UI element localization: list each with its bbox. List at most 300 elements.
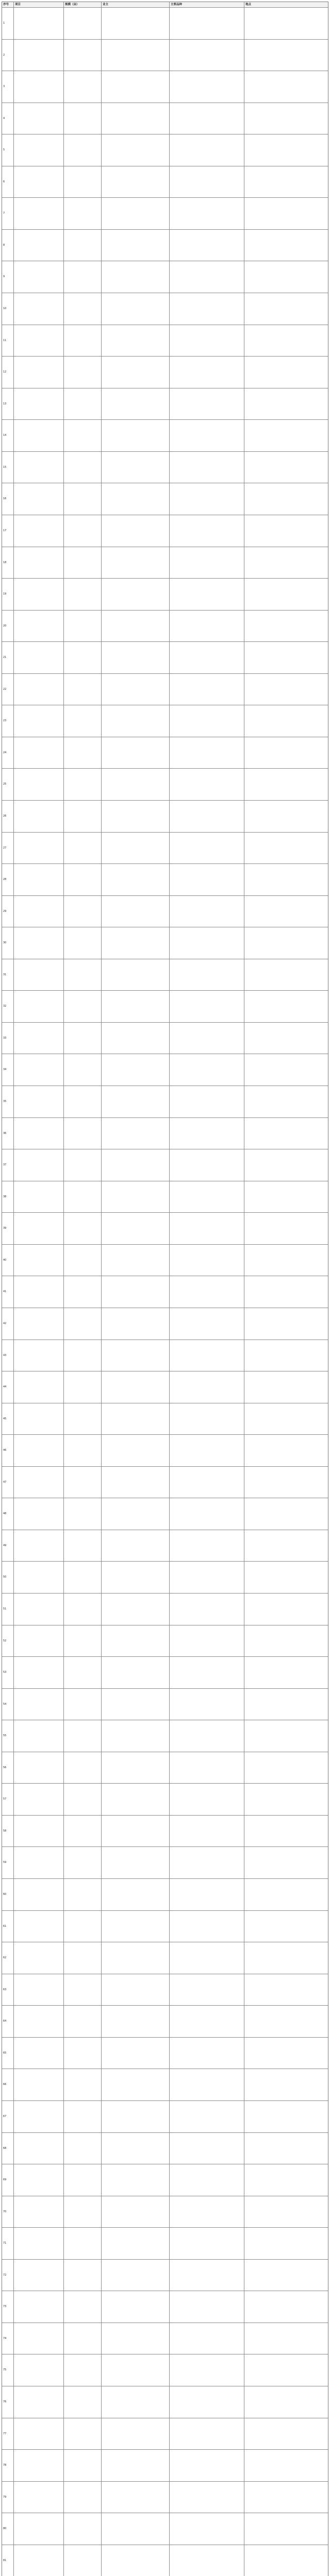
table-cell — [244, 1911, 328, 1942]
table-cell: 60 — [2, 1879, 14, 1910]
table-cell — [64, 2291, 102, 2323]
table-cell — [244, 547, 328, 579]
table-row — [2, 2196, 328, 2228]
table-cell — [64, 1371, 102, 1403]
column-header: 项目 — [14, 2, 64, 7]
table-cell — [64, 2069, 102, 2100]
table-row — [2, 1784, 328, 1816]
table-row — [2, 1213, 328, 1245]
table-cell — [244, 2291, 328, 2323]
table-row — [2, 2069, 328, 2101]
table-cell — [64, 1403, 102, 1435]
table-cell — [64, 134, 102, 166]
table-cell — [170, 2038, 244, 2069]
table-cell — [102, 2513, 170, 2545]
table-cell: 76 — [2, 2386, 14, 2418]
table-cell — [170, 1276, 244, 1308]
column-header: 地点 — [245, 3, 252, 6]
table-cell — [244, 2196, 328, 2228]
table-cell — [170, 40, 244, 71]
table-cell — [102, 1245, 170, 1276]
table-cell — [102, 2038, 170, 2069]
table-cell: 9 — [2, 261, 14, 293]
table-cell — [244, 642, 328, 673]
table-row — [2, 2386, 328, 2418]
table-cell — [64, 388, 102, 420]
table-cell — [244, 1752, 328, 1784]
table-cell — [170, 2354, 244, 2386]
table-cell — [244, 864, 328, 895]
table-cell — [64, 1847, 102, 1878]
table-cell — [64, 483, 102, 515]
table-cell — [64, 71, 102, 103]
table-cell — [170, 547, 244, 579]
table-cell — [170, 737, 244, 769]
table-cell — [14, 8, 64, 39]
column-header: 业主 — [102, 2, 170, 7]
table-row — [2, 1054, 328, 1086]
table-cell — [102, 420, 170, 451]
table-cell — [64, 2386, 102, 2418]
table-cell — [64, 1340, 102, 1371]
table-cell — [14, 833, 64, 864]
table-cell — [102, 2133, 170, 2164]
table-row — [2, 40, 328, 72]
table-cell — [244, 2354, 328, 2386]
table-cell — [64, 1879, 102, 1910]
table-cell — [64, 166, 102, 198]
table-cell — [102, 1974, 170, 2006]
table-row — [2, 1498, 328, 1530]
table-cell — [170, 833, 244, 864]
table-cell — [64, 1720, 102, 1752]
table-cell — [170, 2164, 244, 2196]
table-cell — [102, 674, 170, 705]
table-cell — [244, 2545, 328, 2576]
table-cell — [102, 2545, 170, 2576]
table-cell — [102, 769, 170, 800]
table-row — [2, 2006, 328, 2038]
table-cell — [14, 1879, 64, 1910]
table-cell: 72 — [2, 2260, 14, 2291]
table-cell — [170, 1435, 244, 1466]
table-cell — [14, 134, 64, 166]
table-cell — [64, 1086, 102, 1117]
table-cell — [170, 991, 244, 1022]
table-cell — [170, 2006, 244, 2037]
table-cell — [170, 1562, 244, 1593]
table-cell — [244, 2450, 328, 2481]
table-cell — [102, 1784, 170, 1815]
table-row — [2, 134, 328, 166]
table-cell — [14, 611, 64, 642]
table-cell — [14, 261, 64, 293]
table-row — [2, 2228, 328, 2260]
table-cell — [14, 2069, 64, 2100]
table-cell — [102, 2164, 170, 2196]
table-cell — [244, 2006, 328, 2037]
table-row — [2, 1245, 328, 1277]
table-cell — [170, 1594, 244, 1625]
table-cell — [170, 1467, 244, 1498]
column-header: 规模（亩） — [64, 2, 102, 7]
table-cell: 14 — [2, 420, 14, 451]
table-cell — [170, 1023, 244, 1054]
table-cell: 15 — [2, 452, 14, 483]
table-row — [2, 198, 328, 230]
table-cell — [102, 1657, 170, 1688]
table-cell — [244, 1308, 328, 1340]
table-cell — [244, 769, 328, 800]
table-row — [2, 166, 328, 198]
table-cell: 31 — [2, 959, 14, 991]
table-cell: 18 — [2, 547, 14, 579]
table-cell: 45 — [2, 1403, 14, 1435]
table-row — [2, 1562, 328, 1594]
table-cell: 19 — [2, 579, 14, 610]
table-cell — [244, 1371, 328, 1403]
table-cell: 25 — [2, 769, 14, 800]
table-cell — [170, 1720, 244, 1752]
table-row — [2, 2101, 328, 2133]
table-cell — [170, 642, 244, 673]
table-cell — [170, 1086, 244, 1117]
table-cell: 53 — [2, 1657, 14, 1688]
table-cell — [102, 2386, 170, 2418]
table-cell — [102, 1911, 170, 1942]
table-cell — [170, 959, 244, 991]
table-cell — [14, 2545, 64, 2576]
table-cell — [170, 1149, 244, 1181]
table-cell — [64, 1594, 102, 1625]
table-cell — [244, 1784, 328, 1815]
table-cell — [244, 1625, 328, 1657]
table-row — [2, 2545, 328, 2576]
table-row — [2, 547, 328, 579]
table-cell — [170, 2323, 244, 2354]
table-cell — [14, 71, 64, 103]
table-row — [2, 1625, 328, 1657]
table-cell — [14, 2006, 64, 2037]
table-cell — [14, 103, 64, 134]
table-cell — [14, 2482, 64, 2513]
table-cell — [14, 1530, 64, 1562]
table-cell — [102, 2323, 170, 2354]
table-cell — [102, 1181, 170, 1213]
table-cell: 50 — [2, 1562, 14, 1593]
table-row — [2, 579, 328, 611]
table-cell: 52 — [2, 1625, 14, 1657]
table-cell — [64, 1308, 102, 1340]
table-cell — [244, 1435, 328, 1466]
table-cell — [102, 71, 170, 103]
table-cell — [64, 198, 102, 229]
table-cell: 41 — [2, 1276, 14, 1308]
table-cell — [64, 833, 102, 864]
table-cell — [170, 1498, 244, 1530]
table-cell — [64, 1689, 102, 1720]
table-cell — [64, 2038, 102, 2069]
table-cell — [244, 1594, 328, 1625]
table-cell — [64, 293, 102, 325]
table-cell — [14, 1435, 64, 1466]
table-cell — [102, 1435, 170, 1466]
table-row — [2, 261, 328, 293]
table-cell — [244, 1054, 328, 1086]
table-cell — [244, 198, 328, 229]
table-cell — [102, 896, 170, 927]
table-cell: 69 — [2, 2164, 14, 2196]
table-cell — [170, 1245, 244, 1276]
table-cell — [170, 1054, 244, 1086]
table-cell — [244, 134, 328, 166]
table-cell: 10 — [2, 293, 14, 325]
table-cell — [244, 927, 328, 959]
table-cell — [170, 198, 244, 229]
table-cell — [14, 1181, 64, 1213]
table-cell — [14, 1340, 64, 1371]
table-cell — [102, 515, 170, 547]
table-cell — [244, 515, 328, 547]
table-cell — [102, 1847, 170, 1878]
table-cell — [102, 483, 170, 515]
table-cell: 11 — [2, 325, 14, 357]
table-row — [2, 611, 328, 642]
table-row — [2, 1847, 328, 1879]
table-row — [2, 1467, 328, 1499]
table-cell — [170, 452, 244, 483]
table-cell — [14, 1942, 64, 1974]
table-cell — [102, 1625, 170, 1657]
table-cell — [102, 1149, 170, 1181]
table-cell — [170, 2418, 244, 2450]
table-cell — [170, 674, 244, 705]
table-cell — [244, 1149, 328, 1181]
table-cell — [14, 642, 64, 673]
table-cell — [102, 1816, 170, 1847]
table-row — [2, 2164, 328, 2196]
table-cell — [64, 103, 102, 134]
table-cell — [102, 2196, 170, 2228]
table-cell — [102, 642, 170, 673]
table-cell — [64, 1435, 102, 1466]
table-cell — [64, 2545, 102, 2576]
table-cell — [170, 1942, 244, 1974]
table-cell — [14, 2418, 64, 2450]
table-cell — [244, 2513, 328, 2545]
table-cell — [102, 2450, 170, 2481]
table-cell — [102, 357, 170, 388]
table-cell — [14, 1213, 64, 1244]
table-cell — [14, 420, 64, 451]
table-cell — [244, 1689, 328, 1720]
table-cell — [170, 1118, 244, 1149]
table-cell: 8 — [2, 230, 14, 261]
table-cell — [102, 1498, 170, 1530]
table-cell — [64, 357, 102, 388]
table-row — [2, 1403, 328, 1435]
table-cell: 22 — [2, 674, 14, 705]
table-cell — [14, 452, 64, 483]
table-cell — [244, 1974, 328, 2006]
table-cell — [64, 1276, 102, 1308]
table-cell — [102, 1942, 170, 1974]
table-cell: 77 — [2, 2418, 14, 2450]
table-cell — [244, 1340, 328, 1371]
table-cell — [102, 737, 170, 769]
table-cell — [102, 1213, 170, 1244]
table-cell — [244, 674, 328, 705]
table-row — [2, 801, 328, 833]
table-cell — [64, 2354, 102, 2386]
table-cell — [64, 927, 102, 959]
column-header: 主要品种 — [170, 2, 244, 7]
table-row — [2, 1086, 328, 1118]
table-cell — [170, 1181, 244, 1213]
table-cell — [170, 1752, 244, 1784]
table-row — [2, 1974, 328, 2006]
table-cell — [170, 2513, 244, 2545]
table-cell — [14, 959, 64, 991]
table-cell — [14, 991, 64, 1022]
table-cell — [102, 1720, 170, 1752]
table-cell — [14, 1784, 64, 1815]
table-row — [2, 1149, 328, 1181]
table-row — [2, 515, 328, 547]
table-cell — [64, 1974, 102, 2006]
table-cell — [244, 991, 328, 1022]
table-cell — [170, 134, 244, 166]
table-cell — [102, 1371, 170, 1403]
table-cell — [244, 2418, 328, 2450]
table-cell — [64, 1118, 102, 1149]
table-cell — [14, 1625, 64, 1657]
table-cell — [64, 1213, 102, 1244]
table-cell: 20 — [2, 611, 14, 642]
table-cell — [14, 547, 64, 579]
table-cell — [14, 1657, 64, 1688]
table-cell — [102, 1054, 170, 1086]
table-cell — [102, 1562, 170, 1593]
table-cell — [102, 1308, 170, 1340]
table-cell — [170, 515, 244, 547]
table-cell: 46 — [2, 1435, 14, 1466]
table-cell — [244, 2323, 328, 2354]
table-cell — [64, 2006, 102, 2037]
table-row — [2, 1816, 328, 1848]
table-cell — [14, 388, 64, 420]
table-cell: 7 — [2, 198, 14, 229]
table-row — [2, 2323, 328, 2355]
table-cell — [14, 1562, 64, 1593]
table-cell: 5 — [2, 134, 14, 166]
table-row — [2, 959, 328, 991]
table-cell — [170, 1689, 244, 1720]
column-header: 序号 — [2, 2, 14, 7]
table-cell — [244, 1720, 328, 1752]
table-cell — [244, 2164, 328, 2196]
table-cell — [14, 801, 64, 832]
table-cell — [244, 230, 328, 261]
table-cell — [170, 2386, 244, 2418]
table-cell — [244, 1403, 328, 1435]
table-cell — [64, 261, 102, 293]
table-cell — [102, 1467, 170, 1498]
table-cell — [102, 1023, 170, 1054]
table-cell — [14, 674, 64, 705]
table-cell — [64, 1752, 102, 1784]
table-cell — [102, 864, 170, 895]
table-cell: 34 — [2, 1054, 14, 1086]
table-cell: 43 — [2, 1340, 14, 1371]
table-cell — [64, 579, 102, 610]
table-cell — [170, 71, 244, 103]
table-row — [2, 1340, 328, 1372]
table-cell: 27 — [2, 833, 14, 864]
table-cell: 30 — [2, 927, 14, 959]
table-cell: 3 — [2, 71, 14, 103]
table-cell — [64, 864, 102, 895]
table-cell — [244, 1023, 328, 1054]
table-cell — [102, 705, 170, 737]
table-cell — [64, 1816, 102, 1847]
table-cell — [14, 1054, 64, 1086]
table-cell — [244, 2228, 328, 2259]
table-cell — [64, 2133, 102, 2164]
table-cell — [170, 896, 244, 927]
table-cell — [102, 959, 170, 991]
table-cell — [170, 1657, 244, 1688]
table-row — [2, 1689, 328, 1721]
table-cell — [244, 579, 328, 610]
table-cell — [102, 927, 170, 959]
table-cell — [244, 2133, 328, 2164]
table-cell — [244, 452, 328, 483]
table-cell — [170, 2260, 244, 2291]
table-cell — [170, 1530, 244, 1562]
table-cell — [14, 1086, 64, 1117]
table-cell — [170, 801, 244, 832]
table-cell — [14, 1689, 64, 1720]
table-cell: 71 — [2, 2228, 14, 2259]
table-row — [2, 705, 328, 737]
table-cell — [170, 357, 244, 388]
table-cell — [102, 2228, 170, 2259]
table-cell: 6 — [2, 166, 14, 198]
table-cell — [102, 1752, 170, 1784]
table-row — [2, 420, 328, 452]
table-cell — [244, 1879, 328, 1910]
table-cell: 35 — [2, 1086, 14, 1117]
table-cell — [64, 1657, 102, 1688]
table-cell — [14, 198, 64, 229]
table-cell: 47 — [2, 1467, 14, 1498]
table-cell — [170, 2450, 244, 2481]
table-cell — [14, 40, 64, 71]
table-cell: 23 — [2, 705, 14, 737]
table-cell — [102, 230, 170, 261]
table-cell — [102, 1403, 170, 1435]
table-cell — [244, 2260, 328, 2291]
table-cell — [64, 1625, 102, 1657]
table-cell — [244, 1816, 328, 1847]
table-cell: 59 — [2, 1847, 14, 1878]
table-cell: 24 — [2, 737, 14, 769]
table-cell — [170, 2545, 244, 2576]
table-cell — [14, 769, 64, 800]
table-cell — [14, 1371, 64, 1403]
table-cell — [14, 927, 64, 959]
